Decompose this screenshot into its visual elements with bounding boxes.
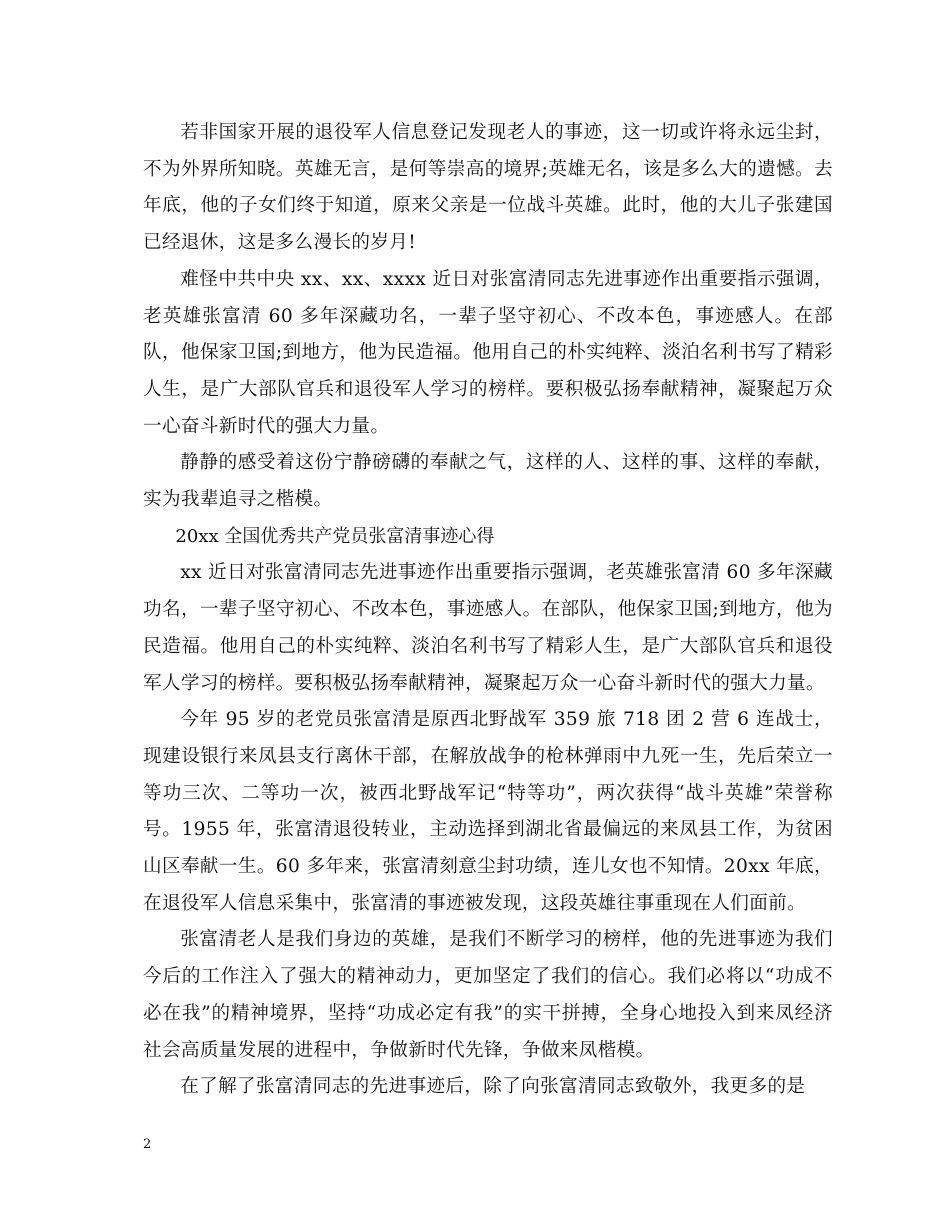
page-number: 2 [143,1137,152,1152]
paragraph-continued-reflection: 在了解了张富清同志的先进事迹后，除了向张富清同志致敬外，我更多的是 [180,1076,806,1098]
section-heading: 20xx 全国优秀共产党员张富清事迹心得 [175,525,495,547]
paragraph-instruction-summary: xx 近日对张富清同志先进事迹作出重要指示强调，老英雄张富清 60 多年深藏功名，一辈子坚守初心、不改本色，事迹感人。在部队，他保家卫国;到地方，他为民造福。他用自己的朴实纯粹、淡泊名利书写了精彩人生，是广大部队官兵和退役军人学习的榜样。要积极弘扬奉献精神，凝聚起万众一心奋斗新时代的强大力量。 [143,562,833,694]
document-body [143,115,833,1106]
paragraph-biography: 今年 95 岁的老党员张富清是原西北野战军 359 旅 718 团 2 营 6 连战士，现建设银行来凤县支行离休干部，在解放战争的枪林弹雨中九死一生，先后荣立一等功三次、二等功一次，被西北野战军记“特等功”，两次获得“战斗英雄”荣誉称号。1955 年，张富清退役转业，主动选择到湖北省最偏远的来凤县工作，为贫困山区奉献一生。60 多年来，张富清刻意尘封功绩，连儿女也不知情。20xx 年底，在退役军人信息采集中，张富清的事迹被发现，这段英雄往事重现在人们面前。 [143,709,833,914]
paragraph-role-model: 张富清老人是我们身边的英雄，是我们不断学习的榜样，他的先进事迹为我们今后的工作注入了强大的精神动力，更加坚定了我们的信心。我们必将以“功成不必在我”的精神境界，坚持“功成必定有我”的实干拼搏，全身心地投入到来凤经济社会高质量发展的进程中，争做新时代先锋，争做来凤楷模。 [143,929,833,1061]
paragraph-central-instruction: 难怪中共中央 xx、xx、xxxx 近日对张富清同志先进事迹作出重要指示强调，老英雄张富清 60 多年深藏功名，一辈子坚守初心、不改本色，事迹感人。在部队，他保家卫国;到地方，他为民造福。他用自己的朴实纯粹、淡泊名利书写了精彩人生，是广大部队官兵和退役军人学习的榜样。要积极弘扬奉献精神，凝聚起万众一心奋斗新时代的强大力量。 [143,268,833,437]
paragraph-quiet-dedication: 静静的感受着这份宁静磅礴的奉献之气，这样的人、这样的事、这样的奉献，实为我辈追寻之楷模。 [143,452,833,511]
paragraph-retired-soldier-discovery: 若非国家开展的退役军人信息登记发现老人的事迹，这一切或许将永远尘封，不为外界所知晓。英雄无言，是何等崇高的境界;英雄无名，该是多么大的遗憾。去年底，他的子女们终于知道，原来父亲是一位战斗英雄。此时，他的大儿子张建国已经退休，这是多么漫长的岁月! [143,122,833,254]
